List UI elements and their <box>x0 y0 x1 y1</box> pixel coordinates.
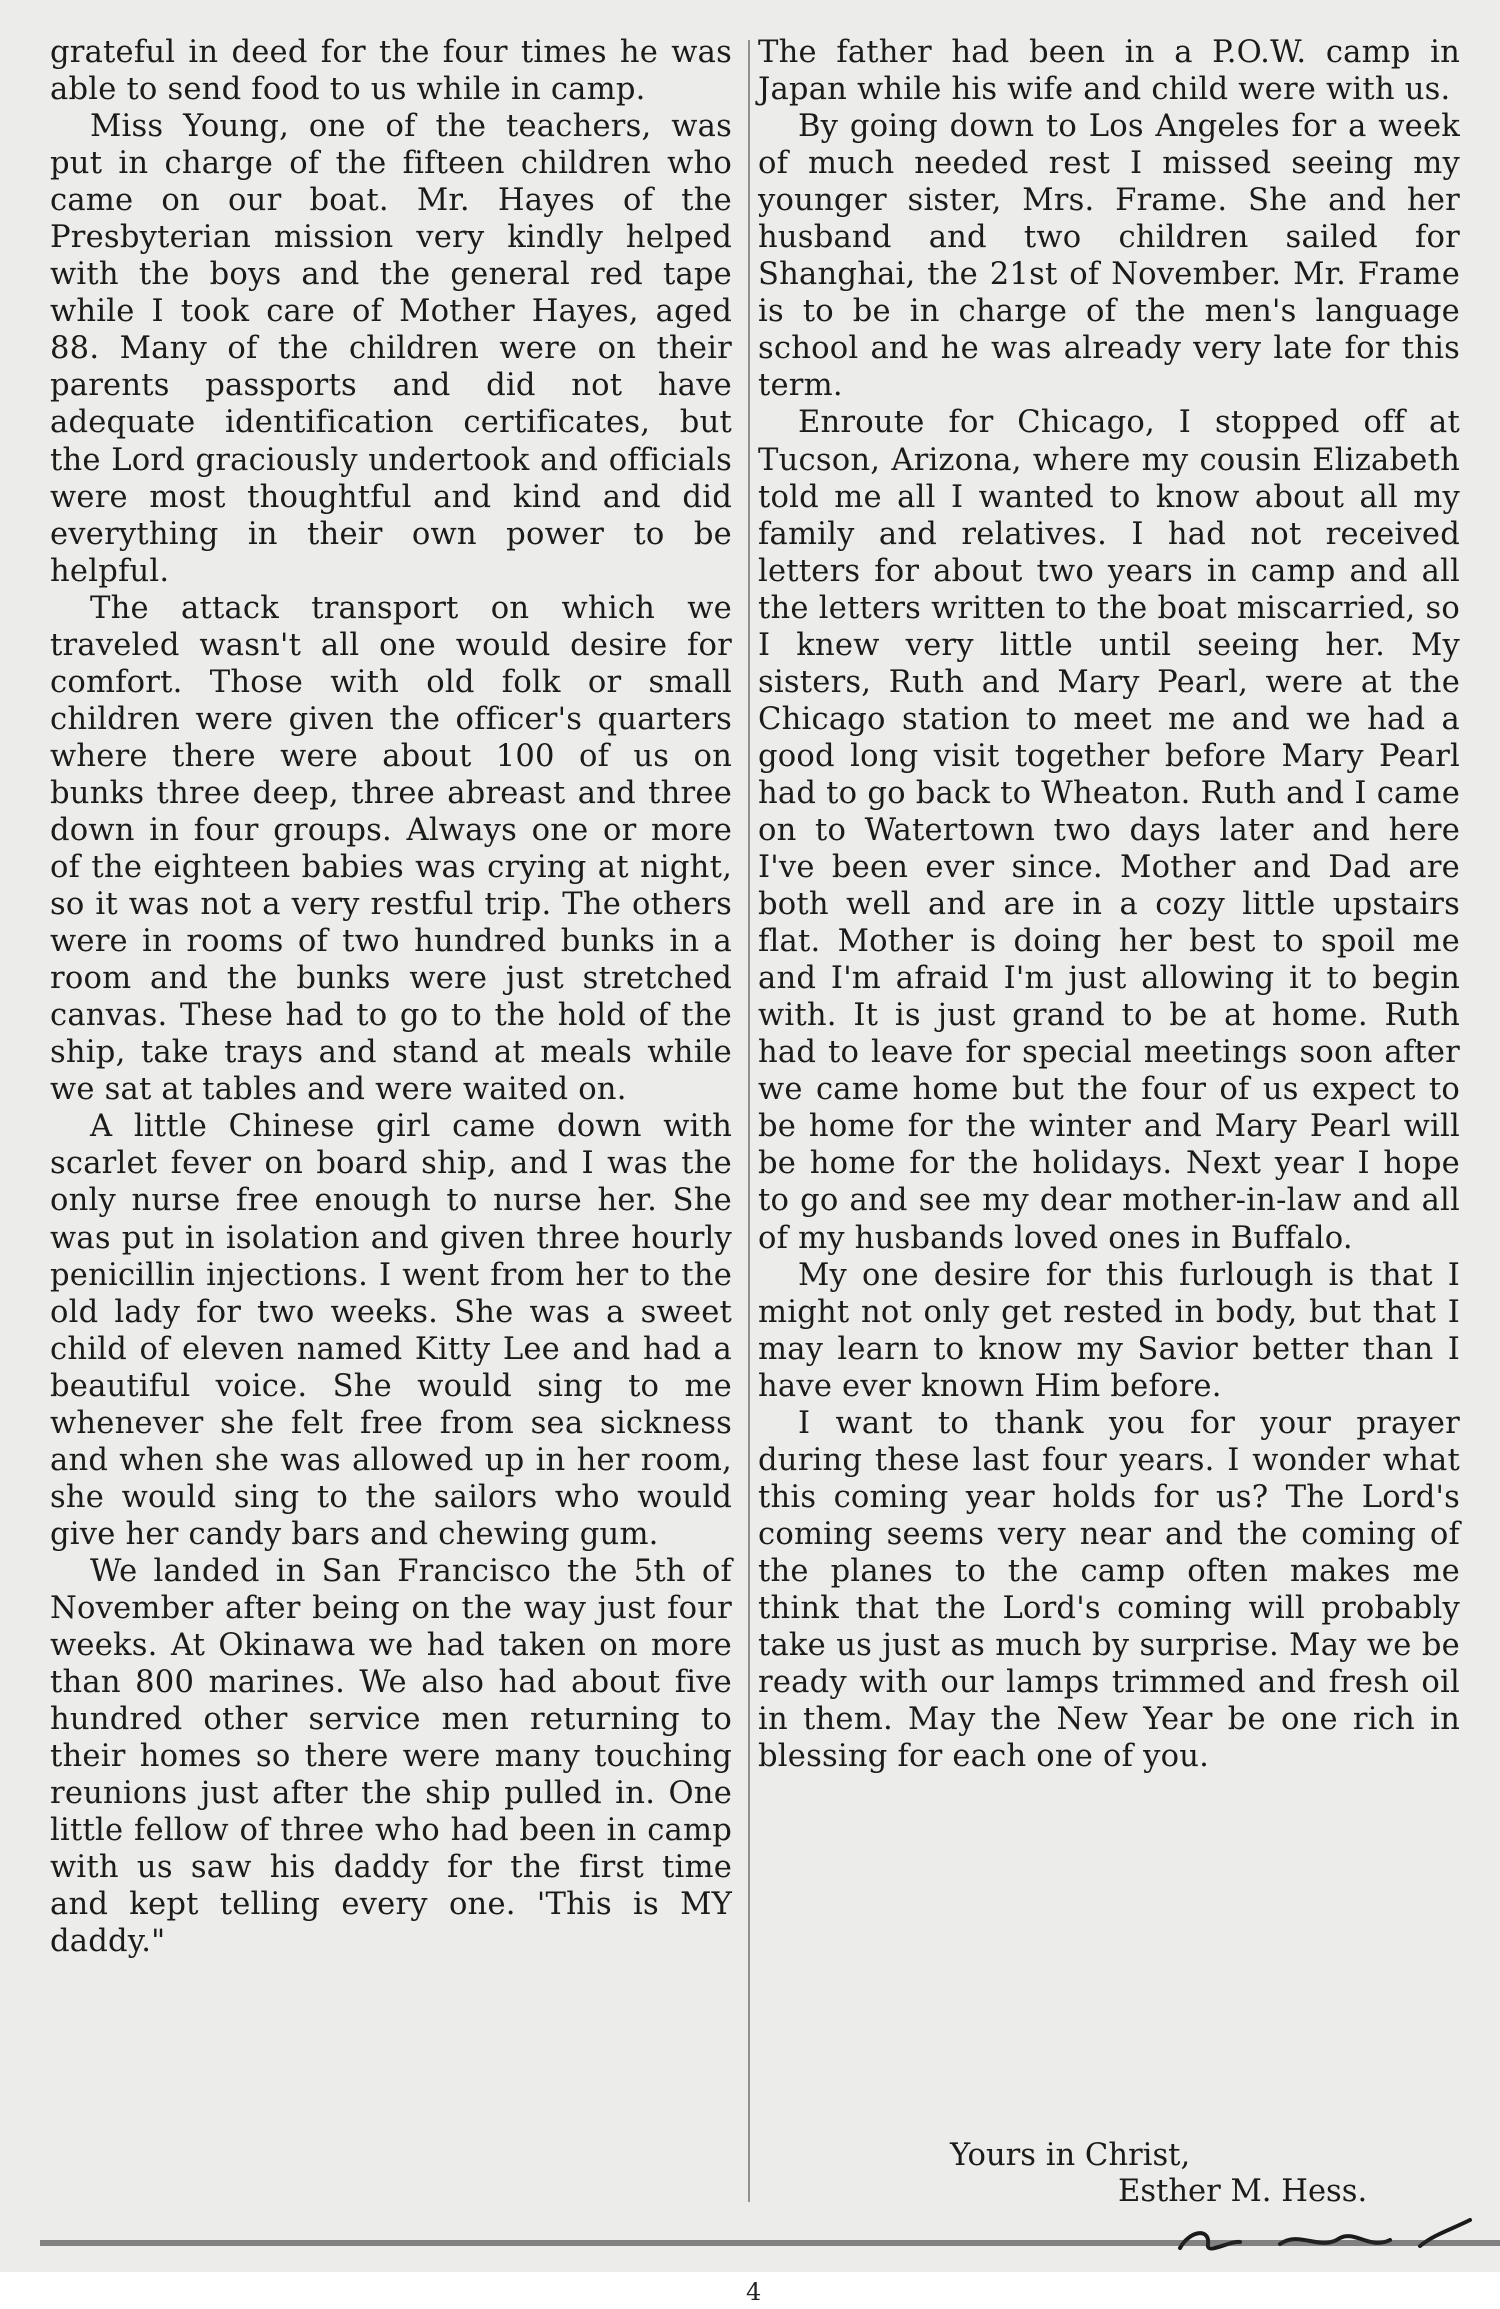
paragraph: grateful in deed for the four times he was able to send food to us while in camp. <box>50 35 732 108</box>
paragraph: Enroute for Chicago, I stopped off at Tucson, Arizona, where my cousin Elizabeth told me all I wanted to know about all my family and relatives. I had not received letters for about two years in camp and all the letters written to the boat miscarried, so I knew very little until seeing her. My sisters, Ruth and Mary Pearl, were at the Chicago station to meet me and we had a good long visit together before Mary Pearl had to go back to Wheaton. Ruth and I came on to Watertown two days later and here I've been ever since. Mother and Dad are both well and are in a cozy little upstairs flat. Mother is doing her best to spoil me and I'm afraid I'm just allowing it to begin with. It is just grand to be at home. Ruth had to leave for special meetings soon after we came home but the four of us expect to be home for the winter and Mary Pearl will be home for the holidays. Next year I hope to go and see my dear mother-in-law and all of my husbands loved ones in Buffalo. <box>758 405 1460 1256</box>
paragraph: The father had been in a P.O.W. camp in Japan while his wife and child were with us. <box>758 35 1460 108</box>
page-number: 4 <box>746 2278 762 2306</box>
paragraph: We landed in San Francisco the 5th of November after being on the way just four weeks. At Okinawa we had taken on more than 800 marines. We also had about five hundred other service men returning to their homes so there were many touching reunions just after the ship pulled in. One little fellow of three who had been in camp with us saw his daddy for the first time and kept telling every one. 'This is MY daddy." <box>50 1553 732 1960</box>
column-divider <box>748 40 750 2202</box>
left-column <box>50 34 732 1960</box>
paragraph: I want to thank you for your prayer during these last four years. I wonder what this coming year holds for us? The Lord's coming seems very near and the coming of the planes to the camp often makes me think that the Lord's coming will probably take us just as much by surprise. May we be ready with our lamps trimmed and fresh oil in them. May the New Year be one rich in blessing for each one of you. <box>758 1405 1460 1775</box>
paragraph: A little Chinese girl came down with scarlet fever on board ship, and I was the only nurse free enough to nurse her. She was put in isolation and given three hourly penicillin injections. I went from her to the old lady for two weeks. She was a sweet child of eleven named Kitty Lee and had a beautiful voice. She would sing to me whenever she felt free from sea sickness and when she was allowed up in her room, she would sing to the sailors who would give her candy bars and chewing gum. <box>50 1109 732 1552</box>
paragraph: Miss Young, one of the teachers, was put in charge of the fifteen children who came on our boat. Mr. Hayes of the Presbyterian mission very kindly helped with the boys and the general red tape while I took care of Mother Hayes, aged 88. Many of the children were on their parents passports and did not have adequate identification certificates, but the Lord graciously undertook and officials were most thoughtful and kind and did everything in their own power to be helpful. <box>50 109 732 589</box>
paragraph: My one desire for this furlough is that I might not only get rested in body, but that I may learn to know my Savior better than I have ever known Him before. <box>758 1257 1460 1404</box>
paragraph: The attack transport on which we traveled wasn't all one would desire for comfort. Those with old folk or small children were given the officer's quarters where there were about 100 of us on bunks three deep, three abreast and three down in four groups. Always one or more of the eighteen babies was crying at night, so it was not a very restful trip. The others were in rooms of two hundred bunks in a room and the bunks were just stretched canvas. These had to go to the hold of the ship, take trays and stand at meals while we sat at tables and were waited on. <box>50 590 732 1108</box>
handwritten-signature <box>1170 2200 1490 2260</box>
paragraph: By going down to Los Angeles for a week of much needed rest I missed seeing my younger sister, Mrs. Frame. She and her husband and two children sailed for Shanghai, the 21st of November. Mr. Frame is to be in charge of the men's language school and he was already very late for this term. <box>758 109 1460 404</box>
closing-salutation: Yours in Christ, <box>950 2138 1191 2173</box>
right-column <box>758 34 1460 1775</box>
signature-name: Esther M. Hess. <box>1118 2174 1368 2209</box>
